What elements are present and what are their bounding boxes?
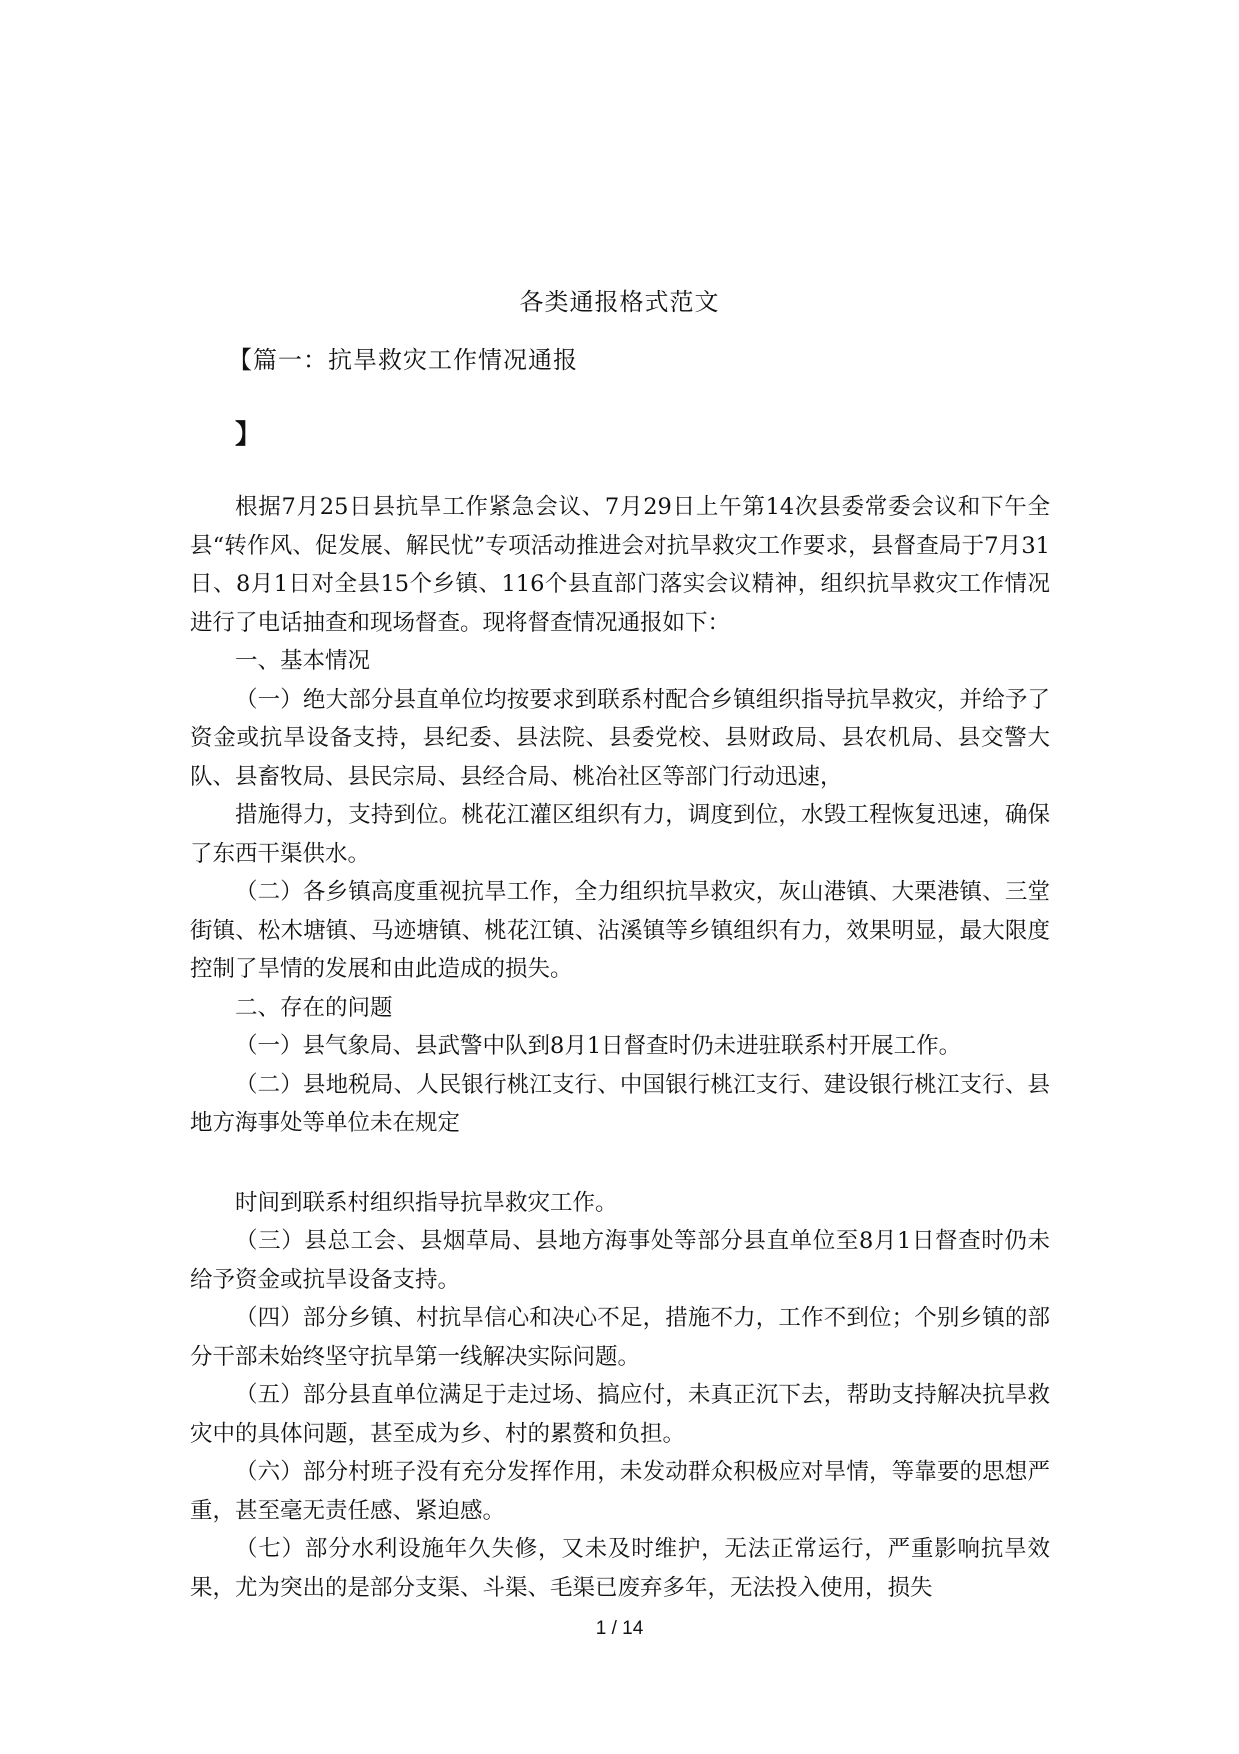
paragraph: 根据7月25日县抗旱工作紧急会议、7月29日上午第14次县委常委会议和下午全县“转作风、促发展、解民忧”专项活动推进会对抗旱救灾工作要求，县督查局于7月31日、8月1日对全县15个乡镇、116个县直部门落实会议精神，组织抗旱救灾工作情况进行了电话抽查和现场督查。现将督查情况通报如下： [190, 494, 1050, 636]
paragraph: （一）绝大部分县直单位均按要求到联系村配合乡镇组织指导抗旱救灾，并给予了资金或抗旱设备支持，县纪委、县法院、县委党校、县财政局、县农机局、县交警大队、县畜牧局、县民宗局、县经合局、桃冶社区等部门行动迅速， [190, 686, 1050, 790]
paragraph: 措施得力，支持到位。桃花江灌区组织有力，调度到位，水毁工程恢复迅速，确保了东西干渠供水。 [190, 802, 1050, 867]
document-title: 各类通报格式范文 [519, 288, 720, 316]
paragraph: （二）县地税局、人民银行桃江支行、中国银行桃江支行、建设银行桃江支行、县地方海事处等单位未在规定 [190, 1071, 1050, 1136]
paragraph: 一、基本情况 [235, 648, 371, 674]
section-heading: 【篇一：抗旱救灾工作情况通报 [228, 346, 578, 374]
paragraph: （三）县总工会、县烟草局、县地方海事处等部分县直单位至8月1日督查时仍未给予资金或抗旱设备支持。 [190, 1228, 1050, 1293]
paragraph: （一）县气象局、县武警中队到8月1日督查时仍未进驻联系村开展工作。 [235, 1033, 962, 1059]
paragraph: （六）部分村班子没有充分发挥作用，未发动群众积极应对旱情，等靠要的思想严重，甚至毫无责任感、紧迫感。 [190, 1459, 1050, 1524]
document-body [190, 488, 1050, 1607]
paragraph: 时间到联系村组织指导抗旱救灾工作。 [235, 1189, 618, 1216]
page-number: 1 / 14 [595, 1618, 644, 1639]
paragraph: 二、存在的问题 [235, 994, 393, 1021]
paragraph: （五）部分县直单位满足于走过场、搞应付，未真正沉下去，帮助支持解决抗旱救灾中的具体问题，甚至成为乡、村的累赘和负担。 [190, 1382, 1050, 1447]
paragraph: （四）部分乡镇、村抗旱信心和决心不足，措施不力，工作不到位；个别乡镇的部分干部未始终坚守抗旱第一线解决实际问题。 [190, 1305, 1050, 1370]
paragraph: （二）各乡镇高度重视抗旱工作，全力组织抗旱救灾，灰山港镇、大栗港镇、三堂街镇、松木塘镇、马迹塘镇、桃花江镇、沾溪镇等乡镇组织有力，效果明显，最大限度控制了旱情的发展和由此造成的损失。 [190, 879, 1050, 982]
section-heading-close-bracket: 】 [235, 420, 262, 450]
paragraph: （七）部分水利设施年久失修，又未及时维护，无法正常运行，严重影响抗旱效果，尤为突出的是部分支渠、斗渠、毛渠已废弃多年，无法投入使用，损失 [190, 1536, 1050, 1601]
